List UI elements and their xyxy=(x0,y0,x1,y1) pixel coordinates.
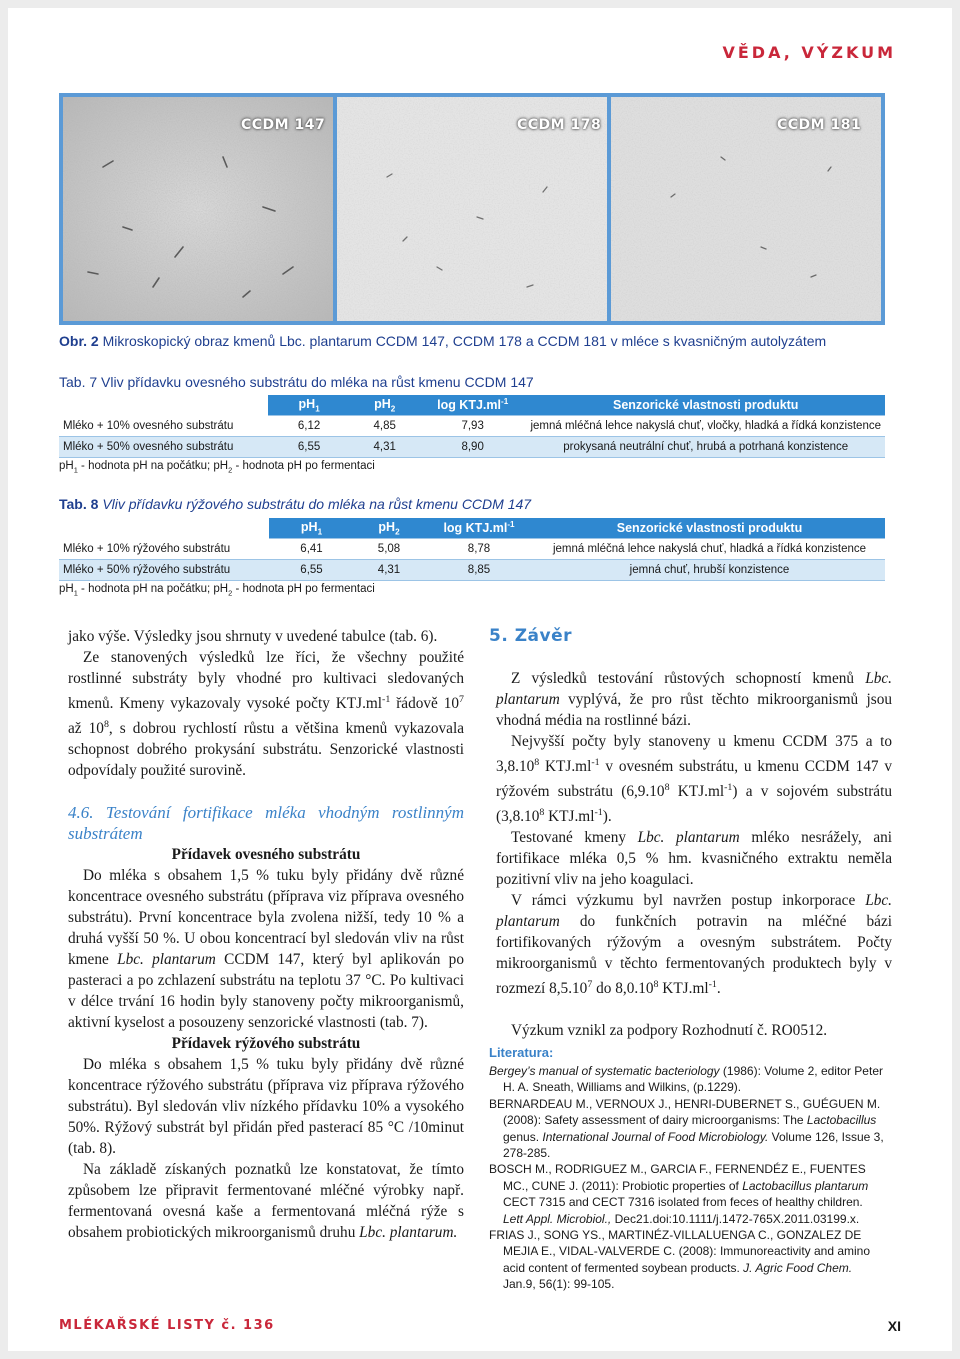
paragraph: Do mléka s obsahem 1,5 % tuku byly přidány dvě různé koncentrace rýžového substrátu (příprava viz příprava rýžového substrátu). Byl sledován vliv nízkého přídavku 10% a vysokého 50%. Rýžový substrát byl přidán před pasterací 85 °C /10minut (tab. 8). xyxy=(68,1056,464,1158)
table8-title xyxy=(59,496,531,512)
micrograph-panel-1 xyxy=(63,97,333,321)
conclusion-heading: 5. Závěr xyxy=(489,626,572,646)
section-header: VĚDA, VÝZKUM xyxy=(722,43,896,62)
table7-header-ph2: $pH_2$ xyxy=(351,395,419,416)
table8-cell-sensory: jemná mléčná lehce nakyslá chuť, hladká a řídká konzistence xyxy=(534,539,885,560)
table7-label: Tab. 7 xyxy=(59,374,98,390)
table7-note: $pH_1$ - hodnota pH na počátku; $pH_2$ - hodnota pH po fermentaci xyxy=(59,460,375,475)
reference-item: BERNARDEAU M., VERNOUX J., HENRI-DUBERNET S., GUÉGUEN M. (2008): Safety assessment of dairy microorganisms: The Lactobacillus genus. International Journal of Food Microbiology. Volume 126, Issue 3, 278-285. xyxy=(489,1096,884,1161)
table7-header-log: $\log KTJ.ml^{-1}$ xyxy=(419,395,527,416)
table8-label: Tab. 8 xyxy=(59,496,99,512)
table7-title-text: Vliv přídavku ovesného substrátu do mléka na růst kmenu CCDM 147 xyxy=(101,374,534,390)
table7-cell-sensory: jemná mléčná lehce nakyslá chuť, vločky, hladká a řídká konzistence xyxy=(526,416,885,437)
table7-cell-sample: Mléko + 50% ovesného substrátu xyxy=(59,437,268,458)
figure-caption-label: Obr. 2 xyxy=(59,333,99,349)
journal-footer: MLÉKAŘSKÉ LISTY č. 136 xyxy=(59,1318,275,1333)
table8-header-row xyxy=(59,518,885,539)
micrograph-panel-2 xyxy=(337,97,607,321)
subheading-oat: Přídavek ovesného substrátu xyxy=(171,846,361,864)
table-row xyxy=(59,560,885,581)
table-row xyxy=(59,437,885,458)
table7-header-empty xyxy=(59,395,268,416)
figure-caption-text: Mikroskopický obraz kmenů Lbc. plantarum CCDM 147, CCDM 178 a CCDM 181 v mléce s kvasničným autolyzátem xyxy=(102,333,827,349)
table7 xyxy=(59,395,885,458)
table-row xyxy=(59,539,885,560)
funding-note: Výzkum vznikl za podpory Rozhodnutí č. RO0512. xyxy=(511,1022,828,1040)
table8-cell-sample: Mléko + 10% rýžového substrátu xyxy=(59,539,269,560)
table7-cell-sensory: prokysaná neutrální chuť, hrubá a potrhaná konzistence xyxy=(526,437,885,458)
paragraph: V rámci výzkumu byl navržen postup inkorporace Lbc. plantarum do funkčních potravin na mléčné bázi fortifikovaných rýžovým a ovesným substrátem. Počty mikroorganismů v těchto fermentovaných produktech byly v rozmezí 8,5.10$^7$ do 8,0.10$^8$ $KTJ.ml^{-1}$. xyxy=(496,892,892,998)
reference-item: Bergey’s manual of systematic bacteriology (1986): Volume 2, editor Peter H. A. Sneath, Williams and Wilkins, (p.1229). xyxy=(489,1064,883,1095)
micrograph-panel-3 xyxy=(611,97,881,321)
table8-cell-ph2: 5,08 xyxy=(354,539,424,560)
panel-label-2: CCDM 178 xyxy=(517,117,602,133)
paragraph: Testované kmeny Lbc. plantarum mléko nesrážely, ani fortifikace mléka 0,5 % hm. kvasničného extraktu neměla pozitivní vliv na jeho koagulaci. xyxy=(496,829,893,889)
subheading-rice: Přídavek rýžového substrátu xyxy=(171,1035,361,1053)
reference-item: FRIAS J., SONG YS., MARTINÉZ-VILLALUENGA C., GONZALEZ DE MEJIA E., VIDAL-VALVERDE C. (2008): Immunoreactivity and amino acid content of fermented soybean products. J. Agric Food Chem. Jan.9, 56(1): 99-105. xyxy=(489,1228,871,1292)
table8-cell-sample: Mléko + 50% rýžového substrátu xyxy=(59,560,269,581)
paragraph: Do mléka s obsahem 1,5 % tuku byly přidány dvě různé koncentrace ovesného substrátu (příprava viz příprava ovesného substrátu). První koncentrace byla zvolena nižší, tedy 10 % a druhá vyšší 50 %. U obou koncentrací byl sledován vliv na růst kmene Lbc. plantarum CCDM 147, který byl aplikován po pasteraci a po zchlazení substrátu na teplotu 37 °C. Po kultivaci v délce trvání 16 hodin byly stanoveny počty mikroorganismů, aktivní kyselost a posouzeny senzorické vlastnosti (tab. 7). xyxy=(68,867,464,1032)
table7-cell-ph2: 4,31 xyxy=(351,437,419,458)
panel-label-3: CCDM 181 xyxy=(777,117,862,133)
table8-header-ph1: $pH_1$ xyxy=(269,518,354,539)
paragraph: jako výše. Výsledky jsou shrnuty v uvedené tabulce (tab. 6). xyxy=(68,628,438,645)
table7-cell-ph1: 6,12 xyxy=(268,416,351,437)
table7-header-row xyxy=(59,395,885,416)
paragraph: Nejvyšší počty byly stanoveny u kmenu CCDM 375 a to 3,8.10$^8$ $KTJ.ml^{-1}$ v ovesném substrátu, u kmenu CCDM 147 v rýžovém substrátu (6,9.10$^8$ $KTJ.ml^{-1}$) a v sojovém substrátu (3,8.10$^8$ $KTJ.ml^{-1}$). xyxy=(496,733,893,826)
page-number: XI xyxy=(887,1318,901,1334)
table8-cell-log: 8,78 xyxy=(424,539,534,560)
table8-header-ph2: $pH_2$ xyxy=(354,518,424,539)
table8-cell-ph1: 6,55 xyxy=(269,560,354,581)
table8 xyxy=(59,518,885,581)
table8-cell-log: 8,85 xyxy=(424,560,534,581)
table8-note: $pH_1$ - hodnota pH na počátku; $pH_2$ - hodnota pH po fermentaci xyxy=(59,583,375,598)
table7-title xyxy=(59,374,534,390)
table8-cell-ph2: 4,31 xyxy=(354,560,424,581)
right-column xyxy=(496,668,892,1041)
table8-header-log: $\log KTJ.ml^{-1}$ xyxy=(424,518,534,539)
table8-cell-sensory: jemná chuť, hrubší konzistence xyxy=(534,560,885,581)
table7-cell-ph1: 6,55 xyxy=(268,437,351,458)
table8-header-empty xyxy=(59,518,269,539)
table-row xyxy=(59,416,885,437)
paragraph: Na základě získaných poznatků lze konstatovat, že tímto způsobem lze připravit fermentované mléčné výrobky např. fermentovaná ovesná kaše a fermentovaná mléčná rýže s obsahem probiotických mikroorganismů druhu Lbc. plantarum. xyxy=(68,1161,464,1242)
table7-header-ph1: $pH_1$ xyxy=(268,395,351,416)
micrograph-figure xyxy=(59,93,885,325)
table8-header-sensory: Senzorické vlastnosti produktu xyxy=(534,518,885,539)
panel-label-1: CCDM 147 xyxy=(241,117,326,133)
table7-cell-sample: Mléko + 10% ovesného substrátu xyxy=(59,416,268,437)
table7-cell-log: 8,90 xyxy=(419,437,527,458)
table8-title-text: Vliv přídavku rýžového substrátu do mléka na růst kmenu CCDM 147 xyxy=(102,496,532,512)
paragraph: Ze stanovených výsledků lze říci, že všechny použité rostlinné substráty byly vhodné pro kultivaci sledovaných kmenů. Kmeny vykazovaly vysoké počty $KTJ.ml^{-1}$ řádově $10^7$ až $10^8$, s dobrou rychlostí růstu a většina kmenů vykazovala schopnost dobrého prokysání substrátu. Senzorické vlastnosti odpovídaly použité surovině. xyxy=(68,649,465,780)
figure-caption xyxy=(59,333,919,349)
table8-cell-ph1: 6,41 xyxy=(269,539,354,560)
table7-cell-ph2: 4,85 xyxy=(351,416,419,437)
reference-item: BOSCH M., RODRIGUEZ M., GARCIA F., FERNENDÉZ E., FUENTES MC., CUNE J. (2011): Probiotic properties of Lactobacillus plantarum CECT 7315 and CECT 7316 isolated from feces of healthy children. Lett Appl. Microbiol., Dec21.doi:10.1111/j.1472-765X.2011.03199.x. xyxy=(489,1162,869,1226)
paragraph: Z výsledků testování růstových schopností kmenů Lbc. plantarum vyplývá, že pro růst těchto mikroorganismů jsou vhodná média na rostlinné bázi. xyxy=(496,670,892,729)
section-heading-4-6: 4.6. Testování fortifikace mléka vhodným rostlinným substrátem xyxy=(68,803,464,844)
references-list xyxy=(489,1063,885,1293)
left-column xyxy=(68,626,464,1243)
references-heading: Literatura: xyxy=(489,1045,554,1060)
table7-cell-log: 7,93 xyxy=(419,416,527,437)
table7-header-sensory: Senzorické vlastnosti produktu xyxy=(526,395,885,416)
